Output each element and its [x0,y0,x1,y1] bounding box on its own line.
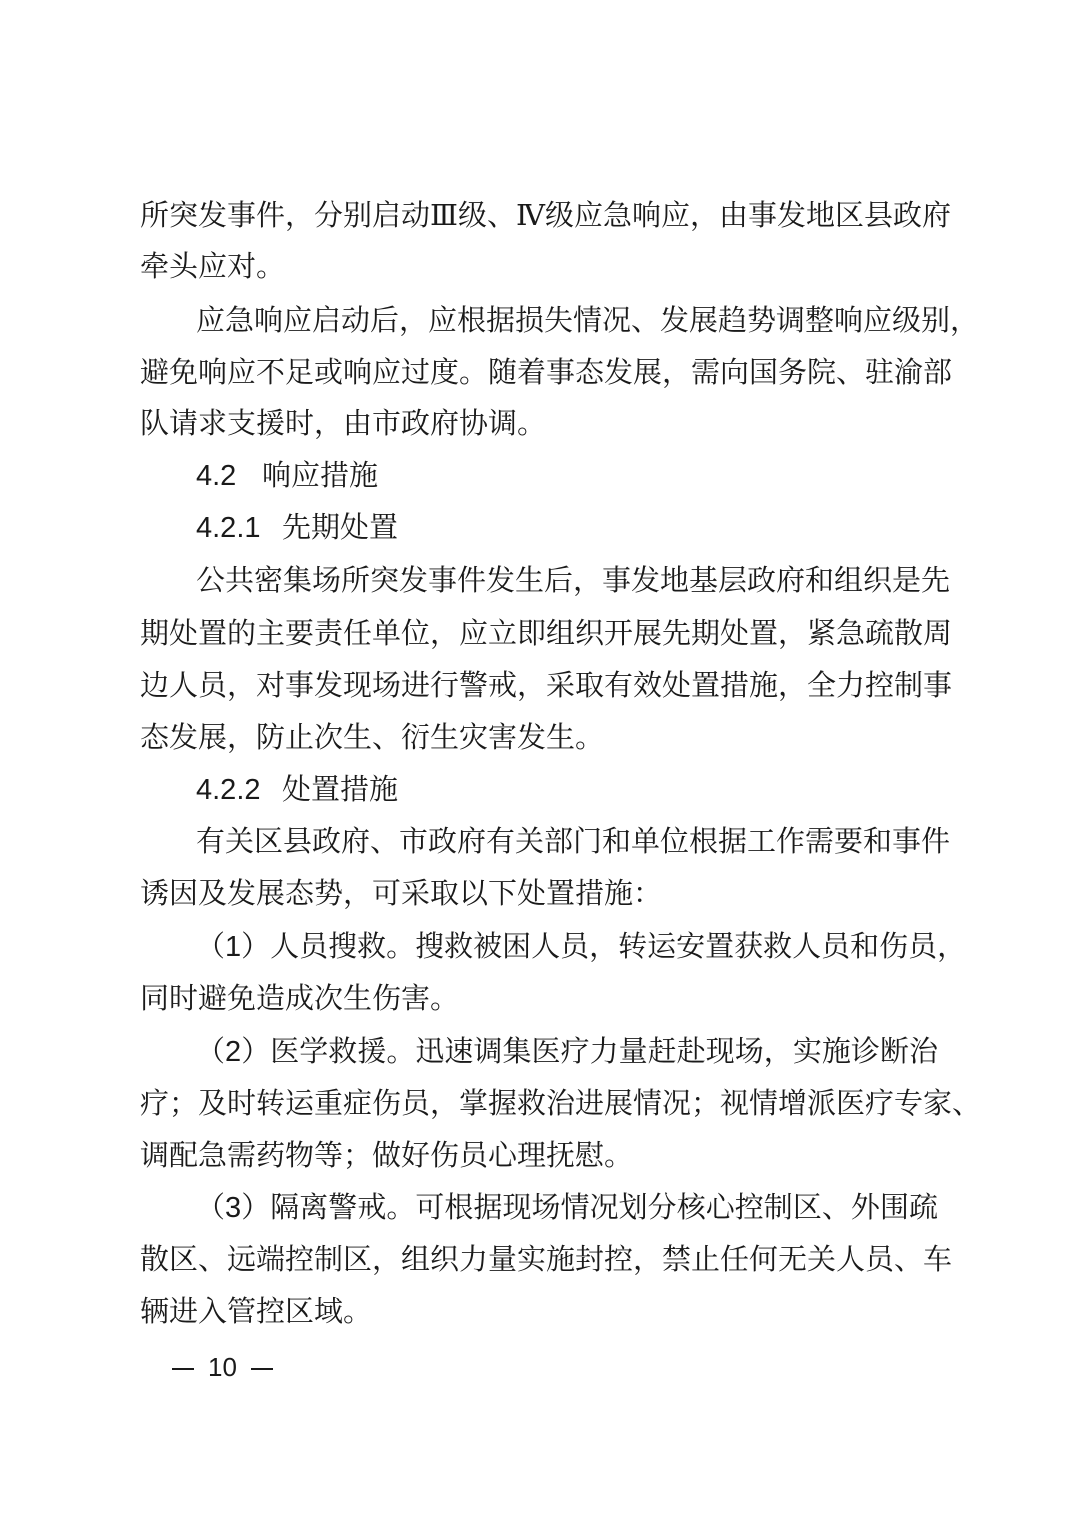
heading-number: 4.2.1 [196,512,261,544]
section-heading-4-2 [196,455,378,496]
item-text: 医学救援。迅速调集医疗力量赶赴现场，实施诊断治 [270,1034,938,1068]
item-number: （1） [196,931,271,963]
text-line: 诱因及发展态势，可采取以下处置措施： [140,876,663,910]
footer-dash-right [251,1368,273,1370]
text-line: 期处置的主要责任单位，应立即组织开展先期处置，紧急疏散周 [140,616,953,650]
paragraph-first-line: 公共密集场所突发事件发生后，事发地基层政府和组织是先 [196,563,951,597]
heading-number: 4.2 [196,460,237,492]
paragraph-first-line: 有关区县政府、市政府有关部门和单位根据工作需要和事件 [196,824,951,858]
text-line: 疗；及时转运重症伤员，掌握救治进展情况；视情增派医疗专家、 [140,1086,982,1120]
text-line: 避免响应不足或响应过度。随着事态发展，需向国务院、驻渝部 [140,355,953,389]
list-item-1 [196,926,967,967]
text-line: 辆进入管控区域。 [140,1294,373,1328]
text-line: 态发展，防止次生、衍生灾害发生。 [140,720,605,754]
heading-title: 处置措施 [282,772,399,806]
text-line: 边人员，对事发现场进行警戒，采取有效处置措施，全力控制事 [140,668,953,702]
paragraph-first-line: 应急响应启动后，应根据损失情况、发展趋势调整响应级别， [196,303,980,337]
list-item-2 [196,1031,938,1072]
text-line: 队请求支援时，由市政府协调。 [140,406,547,440]
text-line: 所突发事件，分别启动Ⅲ级、Ⅳ级应急响应，由事发地区县政府 [140,198,951,232]
text-line: 牵头应对。 [140,249,286,283]
page-footer [172,1350,273,1384]
page-number: 10 [208,1352,237,1382]
footer-dash-left [172,1368,194,1370]
text-line: 调配急需药物等；做好伤员心理抚慰。 [140,1138,634,1172]
item-number: （2） [196,1036,271,1068]
section-heading-4-2-1 [196,507,398,548]
item-text: 人员搜救。搜救被困人员，转运安置获救人员和伤员， [270,929,967,963]
section-heading-4-2-2 [196,769,398,810]
list-item-3 [196,1187,938,1228]
item-text: 隔离警戒。可根据现场情况划分核心控制区、外围疏 [270,1190,938,1224]
heading-title: 先期处置 [282,510,399,544]
text-line: 同时避免造成次生伤害。 [140,981,460,1015]
heading-number: 4.2.2 [196,774,261,806]
item-number: （3） [196,1192,271,1224]
heading-title: 响应措施 [262,458,379,492]
text-line: 散区、远端控制区，组织力量实施封控，禁止任何无关人员、车 [140,1242,953,1276]
